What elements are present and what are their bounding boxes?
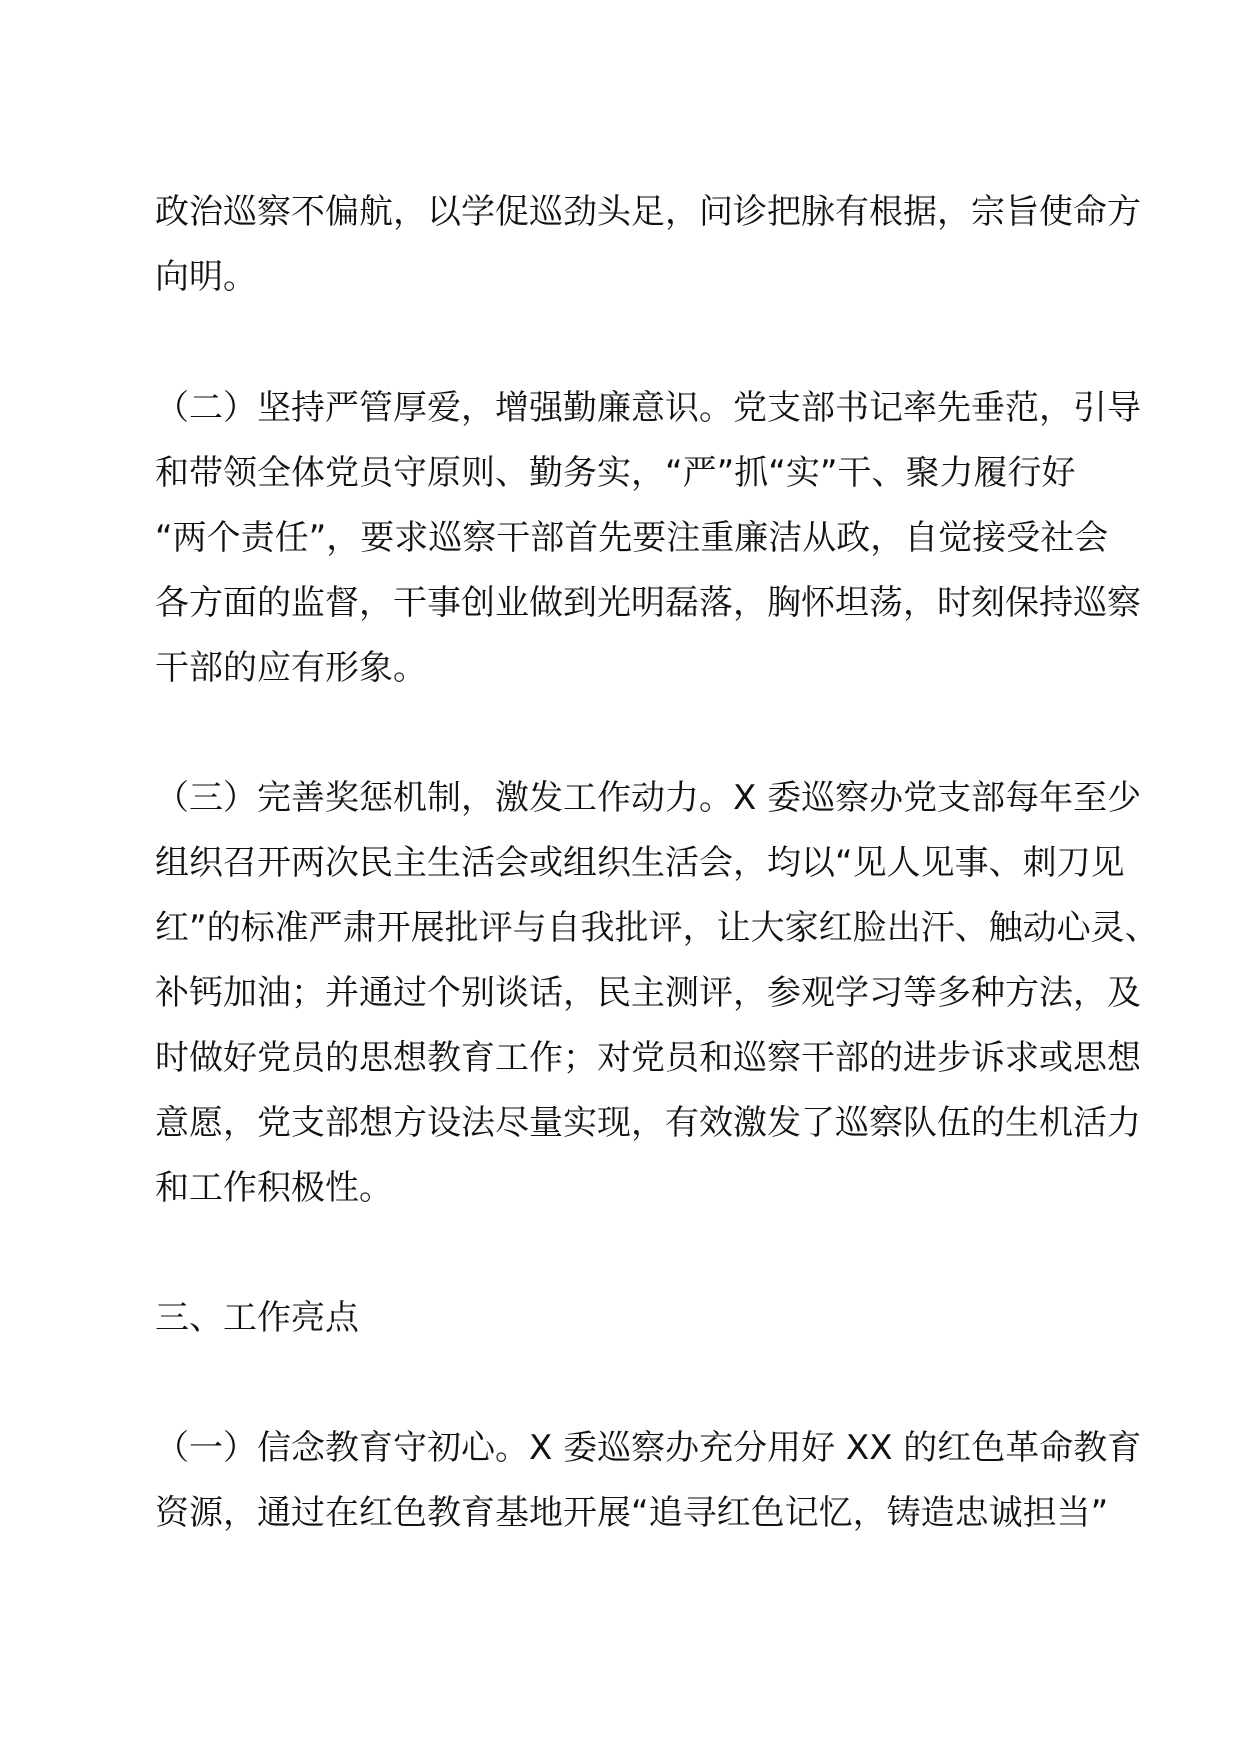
paragraph-4-line-2: 资源，通过在红色教育基地开展“追寻红色记忆，铸造忠诚担当”: [155, 1493, 1109, 1533]
paragraph-3-line-2: 组织召开两次民主生活会或组织生活会，均以“见人见事、刺刀见: [155, 843, 1125, 883]
paragraph-2-line-1: （二）坚持严管厚爱，增强勤廉意识。党支部书记率先垂范，引导: [155, 388, 1141, 428]
paragraph-3-line-7: 和工作积极性。: [155, 1168, 393, 1208]
paragraph-2-line-2: 和带领全体党员守原则、勤务实，“严”抓“实”干、聚力履行好: [155, 453, 1076, 493]
paragraph-3-line-3: 红”的标准严肃开展批评与自我批评，让大家红脸出汗、触动心灵、: [155, 908, 1159, 948]
paragraph-3-line-6: 意愿，党支部想方设法尽量实现，有效激发了巡察队伍的生机活力: [155, 1103, 1141, 1143]
paragraph-3-line-1: （三）完善奖惩机制，激发工作动力。X 委巡察办党支部每年至少: [155, 778, 1142, 818]
paragraph-3-line-4: 补钙加油；并通过个别谈话，民主测评，参观学习等多种方法，及: [155, 973, 1141, 1013]
section-heading: 三、工作亮点: [155, 1298, 359, 1338]
paragraph-4-line-1: （一）信念教育守初心。X 委巡察办充分用好 XX 的红色革命教育: [155, 1428, 1142, 1468]
paragraph-2-line-3: “两个责任”，要求巡察干部首先要注重廉洁从政，自觉接受社会: [155, 518, 1109, 558]
paragraph-2-line-4: 各方面的监督，干事创业做到光明磊落，胸怀坦荡，时刻保持巡察: [155, 583, 1141, 623]
paragraph-1-line-1: 政治巡察不偏航，以学促巡劲头足，问诊把脉有根据，宗旨使命方: [155, 192, 1141, 232]
paragraph-3-line-5: 时做好党员的思想教育工作；对党员和巡察干部的进步诉求或思想: [155, 1038, 1141, 1078]
paragraph-2-line-5: 干部的应有形象。: [155, 648, 427, 688]
paragraph-1-line-2: 向明。: [155, 257, 257, 297]
